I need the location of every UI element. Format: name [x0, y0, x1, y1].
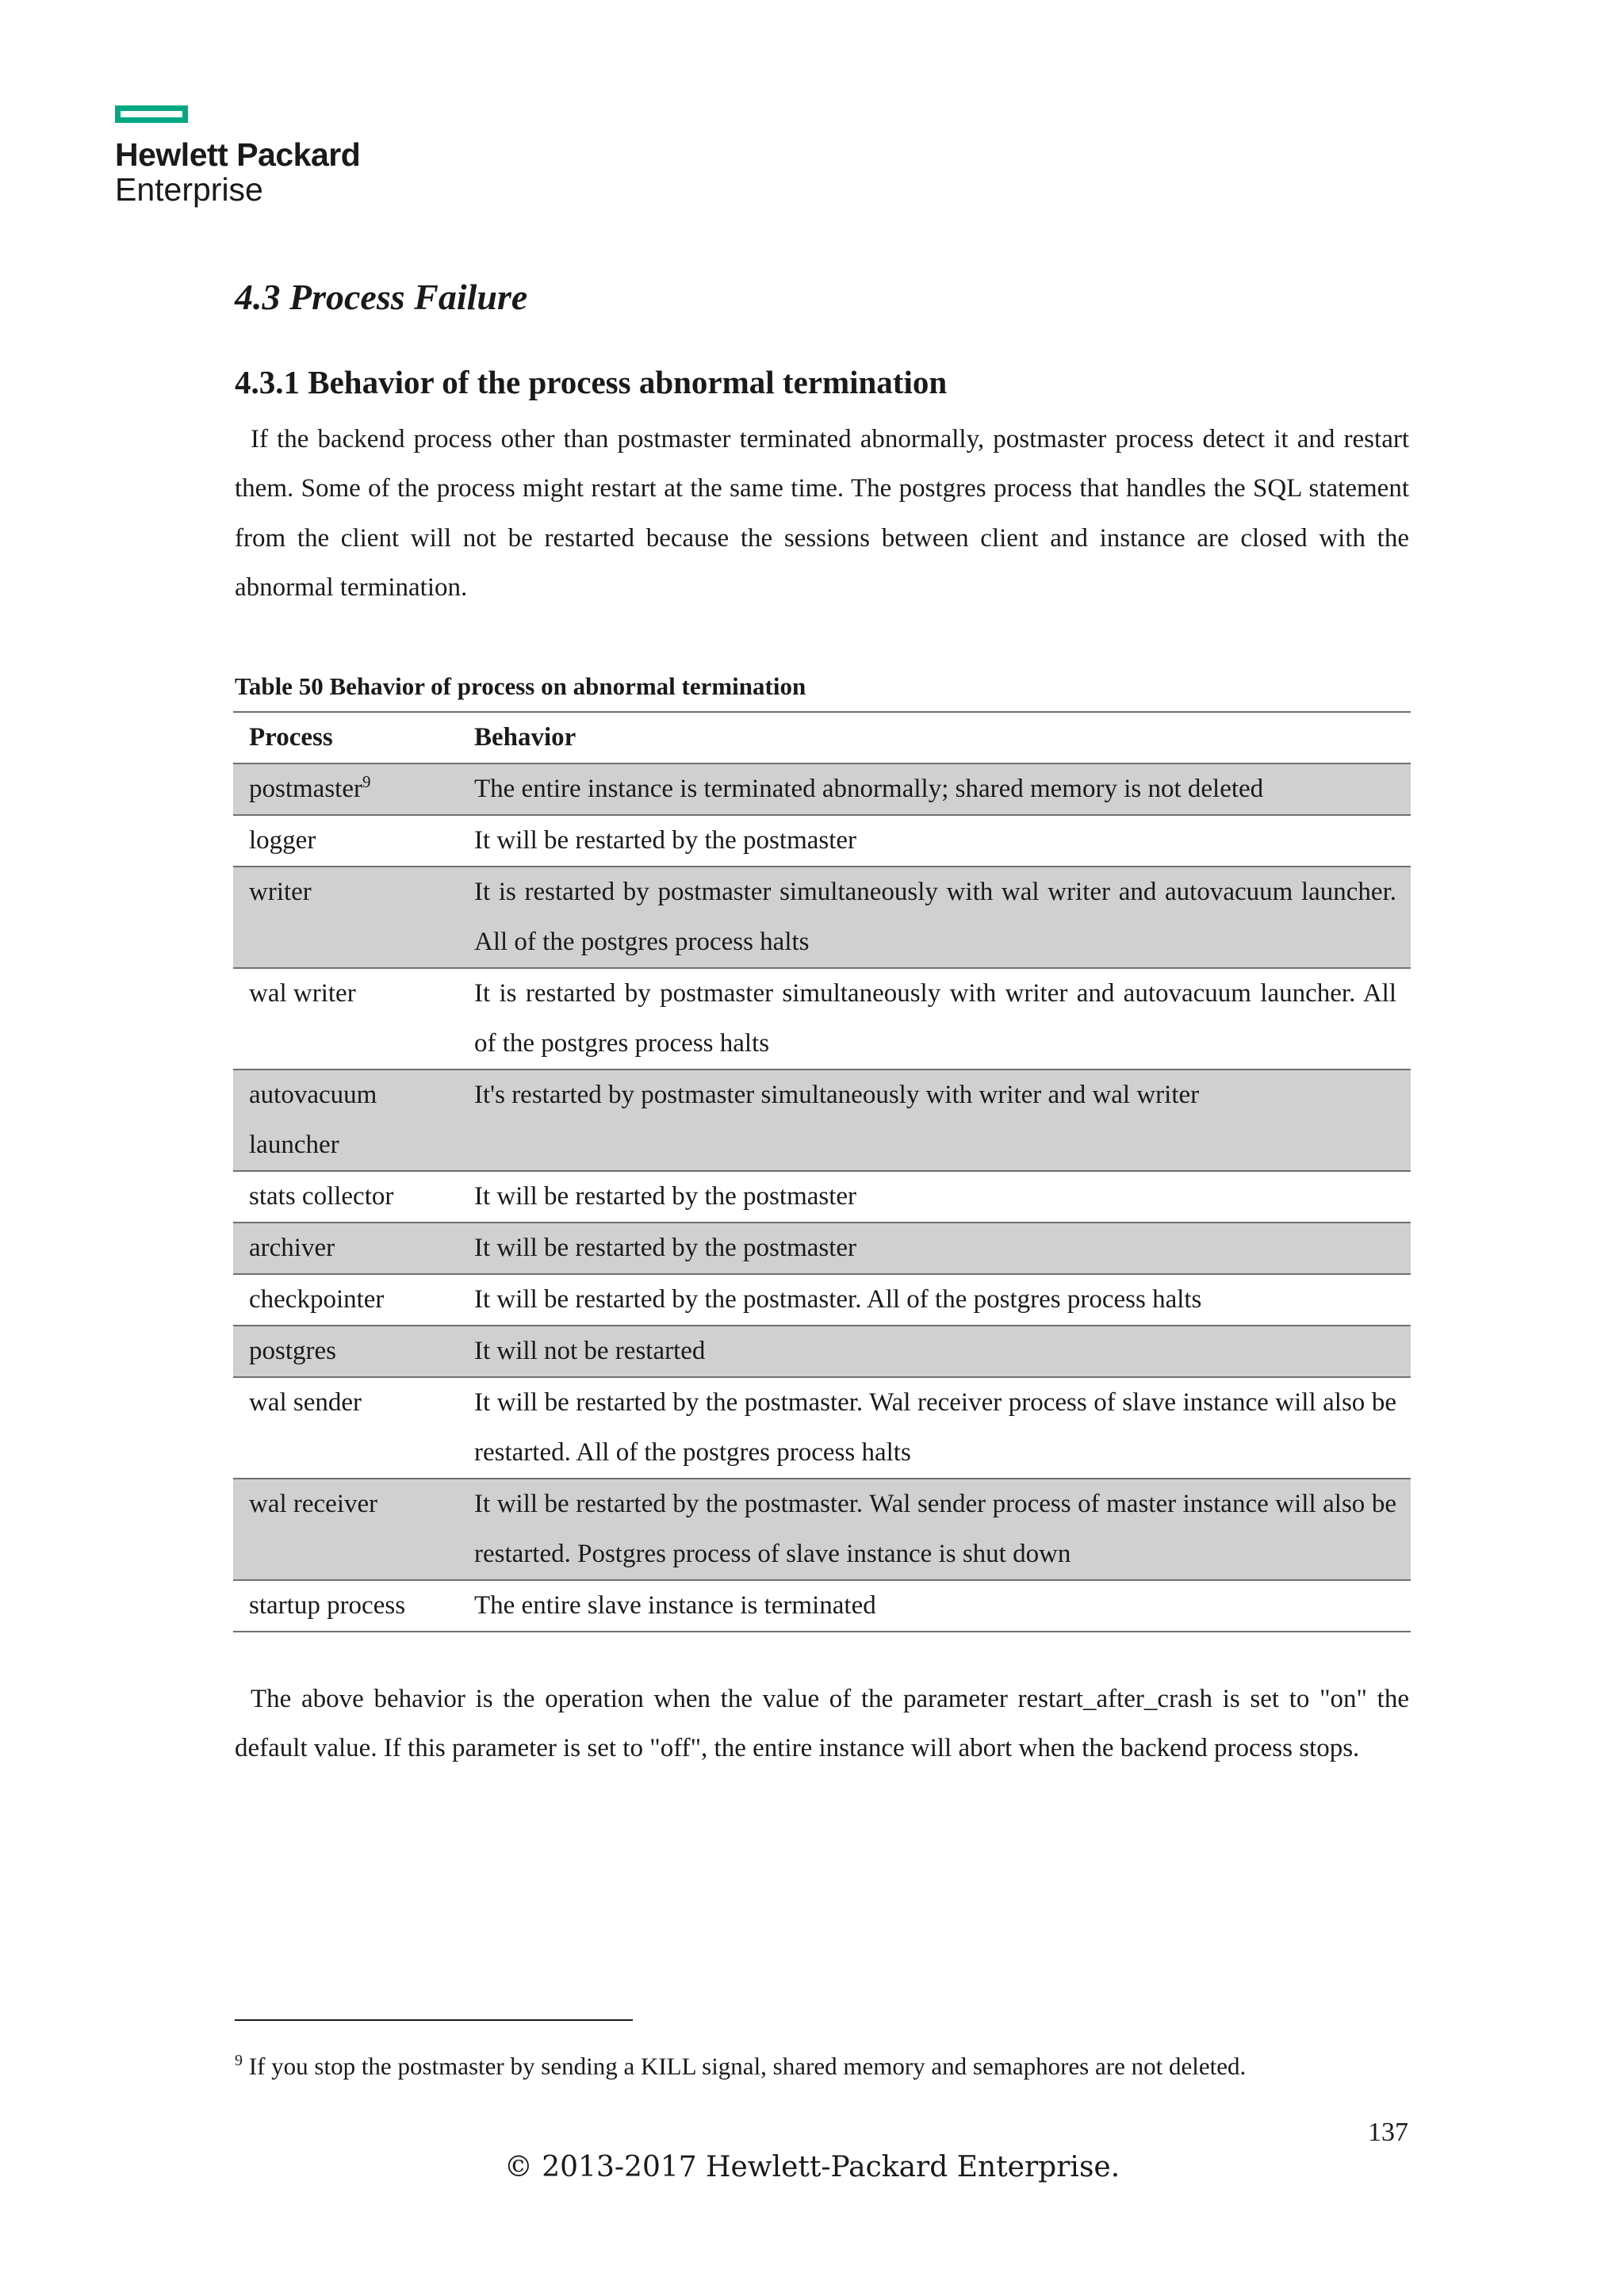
table-row	[233, 867, 1411, 968]
footnote-divider	[235, 2019, 633, 2021]
process-cell: logger	[233, 815, 458, 867]
process-cell: wal writer	[233, 968, 458, 1070]
process-cell: stats collector	[233, 1171, 458, 1223]
logo-text-line1: Hewlett Packard	[115, 136, 361, 173]
behavior-cell: It is restarted by postmaster simultaneously with writer and autovacuum launcher. All of the postgres process halts	[458, 968, 1411, 1070]
process-cell: startup process	[233, 1580, 458, 1632]
behavior-cell: It's restarted by postmaster simultaneously with writer and wal writer	[458, 1070, 1411, 1171]
behavior-cell: It will be restarted by the postmaster	[458, 1171, 1411, 1223]
header-behavior: Behavior	[458, 712, 1411, 763]
process-behavior-table	[233, 711, 1411, 1632]
table-row	[233, 1171, 1411, 1223]
logo-text-line2: Enterprise	[115, 171, 263, 208]
subsection-title: 4.3.1 Behavior of the process abnormal termination	[235, 364, 948, 400]
process-cell: archiver	[233, 1223, 458, 1274]
table-row	[233, 1479, 1411, 1580]
process-cell: wal sender	[233, 1377, 458, 1479]
intro-paragraph: If the backend process other than postmaster terminated abnormally, postmaster process detect it and restart them. Some of the process might restart at the same time. The postgres process that handles the SQL statement from the client will not be restarted because the sessions between client and instance are closed with the abnormal termination.	[235, 425, 1409, 602]
behavior-cell: It will be restarted by the postmaster. Wal receiver process of slave instance will also be restarted. All of the postgres process halts	[458, 1377, 1411, 1479]
closing-paragraph: The above behavior is the operation when the value of the parameter restart_after_crash is set to "on" the default value. If this parameter is set to "off", the entire instance will abort when the backend process stops.	[235, 1685, 1409, 1763]
behavior-cell: It will be restarted by the postmaster	[458, 1223, 1411, 1274]
process-cell: writer	[233, 867, 458, 968]
process-cell: postgres	[233, 1326, 458, 1377]
behavior-cell: The entire slave instance is terminated	[458, 1580, 1411, 1632]
behavior-cell: The entire instance is terminated abnormally; shared memory is not deleted	[458, 763, 1411, 815]
table-row	[233, 1223, 1411, 1274]
footnote	[235, 2043, 1246, 2084]
behavior-cell: It is restarted by postmaster simultaneously with wal writer and autovacuum launcher. All of the postgres process halts	[458, 867, 1411, 968]
footnote-text: If you stop the postmaster by sending a KILL signal, shared memory and semaphores are not deleted.	[248, 2052, 1247, 2080]
header-process: Process	[233, 712, 458, 763]
table-row	[233, 1580, 1411, 1632]
table-row	[233, 1274, 1411, 1326]
footnote-marker: 9	[235, 2052, 243, 2069]
table-row	[233, 968, 1411, 1070]
behavior-cell: It will be restarted by the postmaster. All of the postgres process halts	[458, 1274, 1411, 1326]
page-number: 137	[1368, 2118, 1408, 2147]
table-header-row	[233, 712, 1411, 763]
table-row	[233, 763, 1411, 815]
table-row	[233, 1326, 1411, 1377]
section-title: 4.3 Process Failure	[235, 277, 528, 317]
table-row	[233, 1377, 1411, 1479]
table-row	[233, 815, 1411, 867]
process-cell: postmaster$^9$	[233, 763, 458, 815]
table-caption: Table 50 Behavior of process on abnormal termination	[235, 672, 806, 700]
copyright-notice: © 2013-2017 Hewlett-Packard Enterprise.	[504, 2151, 1120, 2183]
process-cell: checkpointer	[233, 1274, 458, 1326]
hpe-logo-mark	[115, 105, 188, 123]
hpe-logo	[115, 105, 360, 207]
behavior-cell: It will be restarted by the postmaster	[458, 815, 1411, 867]
footnote-ref[interactable]: 9	[362, 772, 371, 791]
behavior-cell: It will be restarted by the postmaster. Wal sender process of master instance will also be restarted. Postgres process of slave instance is shut down	[458, 1479, 1411, 1580]
process-cell: autovacuum launcher	[233, 1070, 458, 1171]
process-cell: wal receiver	[233, 1479, 458, 1580]
table-row	[233, 1070, 1411, 1171]
behavior-cell: It will not be restarted	[458, 1326, 1411, 1377]
